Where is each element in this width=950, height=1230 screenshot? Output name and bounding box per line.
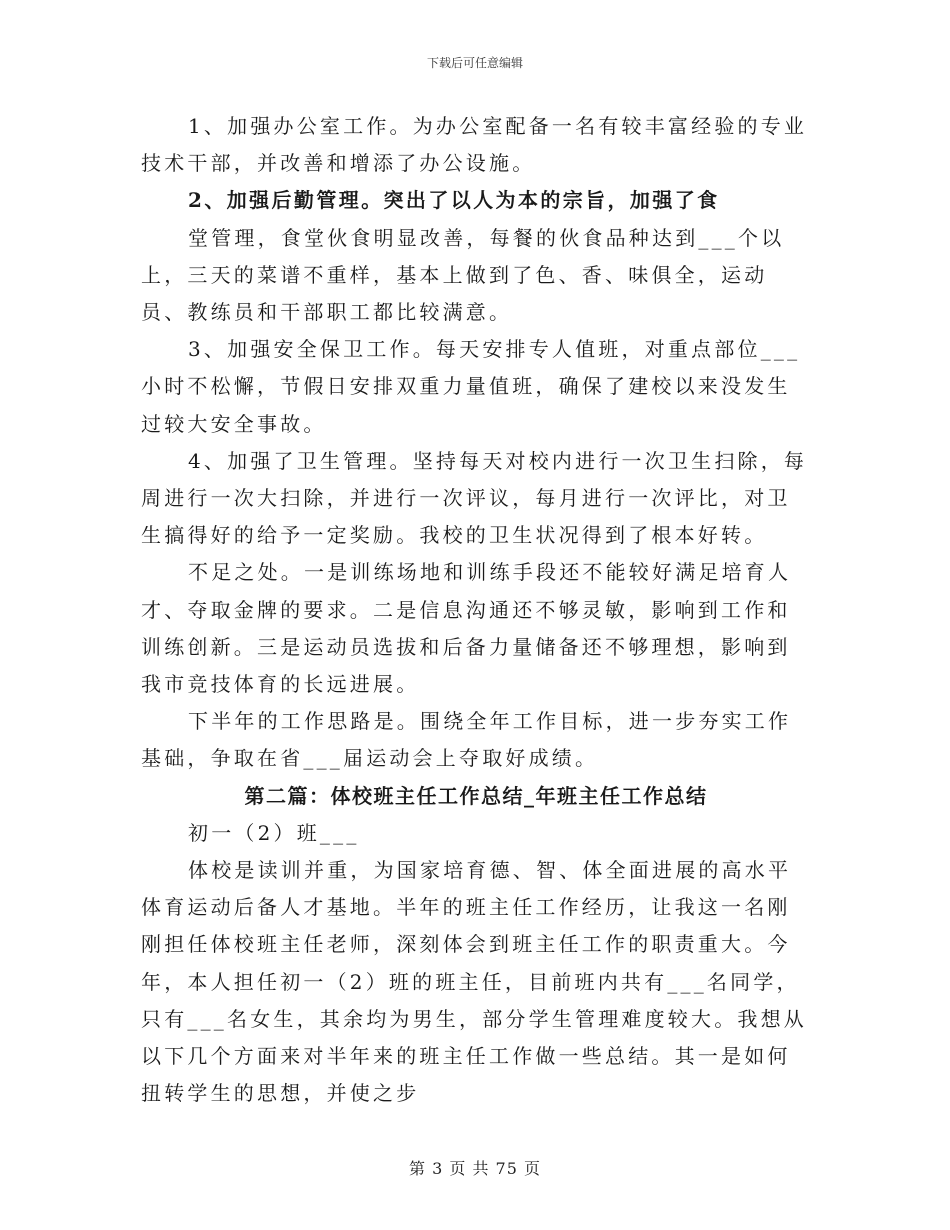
paragraph-sports-school: 体校是读训并重，为国家培育德、智、体全面进展的高水平体育运动后备人才基地。半年的班主任工作经历，让我这一名刚刚担任体校班主任老师，深刻体会到班主任工作的职责重大。今年，本人担任初一（2）班的班主任，目前班内共有___名同学，只有___名女生，其余均为男生，部分学生管理难度较大。我想从以下几个方面来对半年来的班主任工作做一些总结。其一是如何扭转学生的思想，并使之步 xyxy=(141,858,807,1106)
paragraph-next-half-plan: 下半年的工作思路是。围绕全年工作目标，进一步夯实工作基础，争取在省___届运动会上夺取好成绩。 xyxy=(141,709,792,771)
page-header-note: 下载后可任意编辑 xyxy=(426,56,523,70)
class-line: 初一（2）班___ xyxy=(188,820,360,845)
paragraph-hygiene: 4、加强了卫生管理。坚持每天对校内进行一次卫生扫除，每周进行一次大扫除，并进行一次评议，每月进行一次评比，对卫生搞得好的给予一定奖励。我校的卫生状况得到了根本好转。 xyxy=(141,448,808,548)
page-footer: 第 3 页 共 75 页 xyxy=(409,1159,541,1178)
paragraph-canteen: 堂管理，食堂伙食明显改善，每餐的伙食品种达到___个以上，三天的菜谱不重样，基本上做到了色、香、味俱全，运动员、教练员和干部职工都比较满意。 xyxy=(141,225,785,325)
paragraph-security: 3、加强安全保卫工作。每天安排专人值班，对重点部位___小时不松懈，节假日安排双重力量值班，确保了建校以来没发生过较大安全事故。 xyxy=(141,337,801,436)
section-title: 第二篇：体校班主任工作总结_年班主任工作总结 xyxy=(244,783,708,808)
document-body xyxy=(141,108,811,1112)
paragraph-logistics-heading: 2、加强后勤管理。突出了以人为本的宗旨，加强了食 xyxy=(188,188,720,213)
paragraph-office-work: 1、加强办公室工作。为办公室配备一名有较丰富经验的专业技术干部，并改善和增添了办公设施。 xyxy=(141,114,808,176)
paragraph-shortcomings: 不足之处。一是训练场地和训练手段还不能较好满足培育人才、夺取金牌的要求。二是信息沟通还不够灵敏，影响到工作和训练创新。三是运动员选拔和后备力量储备还不够理想，影响到我市竞技体育的长远进展。 xyxy=(141,560,792,697)
